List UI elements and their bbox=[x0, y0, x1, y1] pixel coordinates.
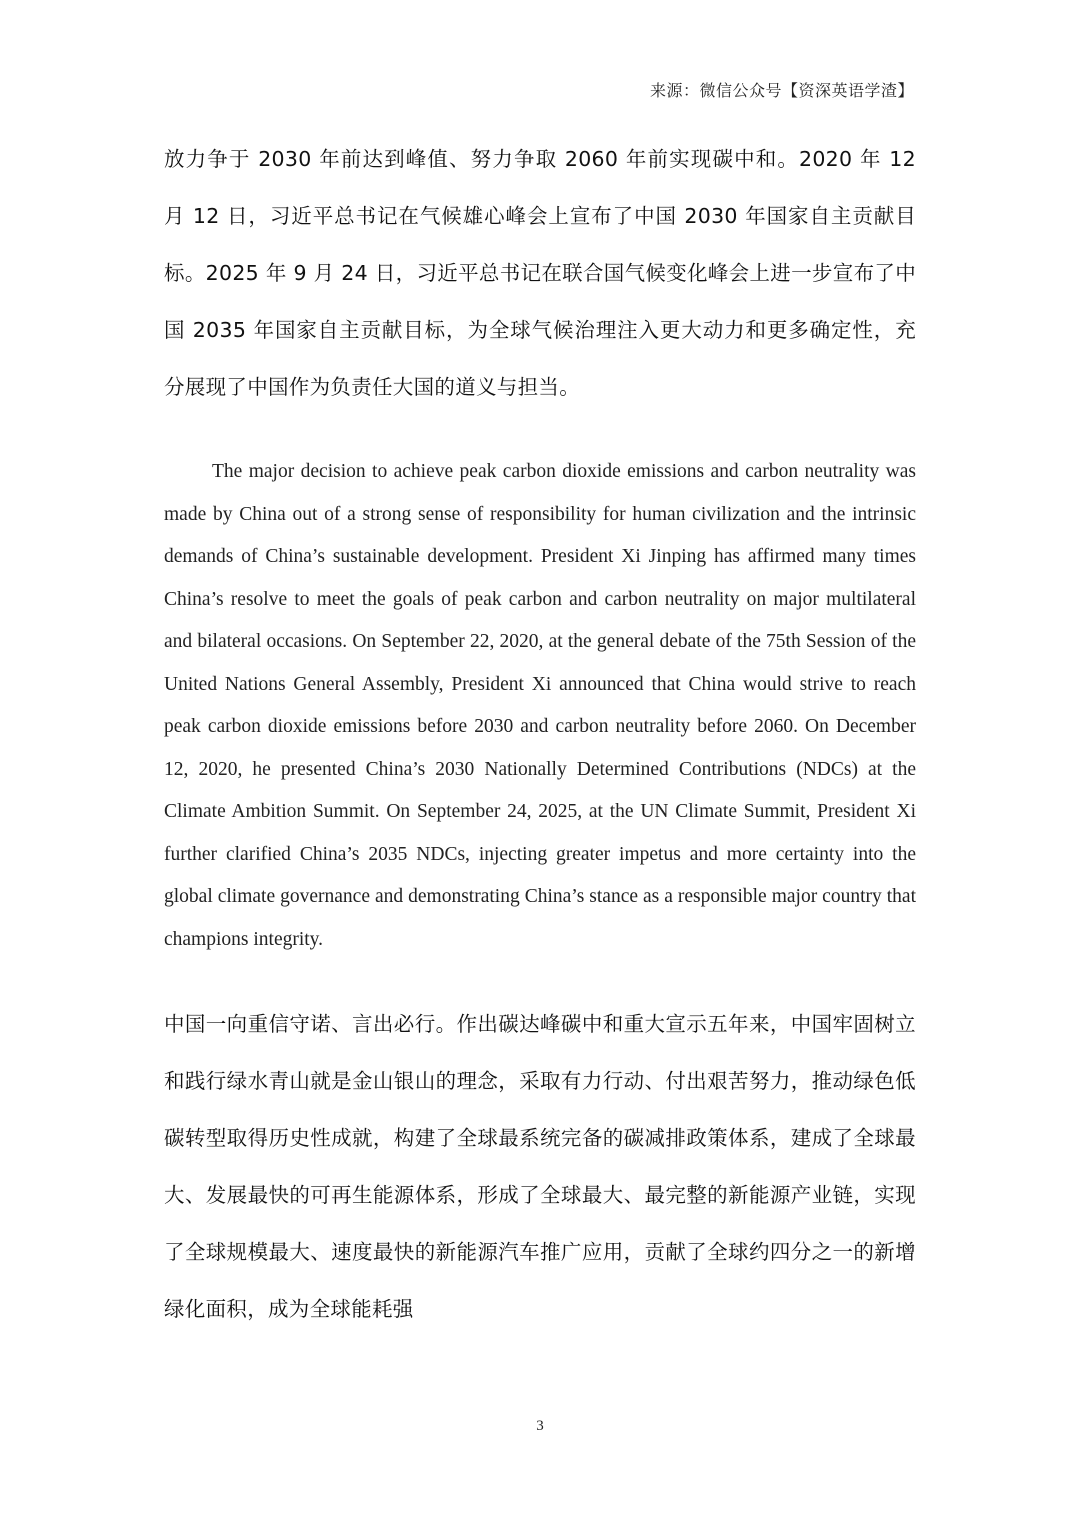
page-number: 3 bbox=[536, 1418, 544, 1434]
chinese-paragraph-2: 中国一向重信守诺、言出必行。作出碳达峰碳中和重大宣示五年来，中国牢固树立和践行绿水青山就是金山银山的理念，采取有力行动、付出艰苦努力，推动绿色低碳转型取得历史性成就，构建了全球最系统完备的碳减排政策体系，建成了全球最大、发展最快的可再生能源体系，形成了全球最大、最完整的新能源产业链，实现了全球规模最大、速度最快的新能源汽车推广应用，贡献了全球约四分之一的新增绿化面积，成为全球能耗强 bbox=[164, 1012, 916, 1321]
chinese-paragraph-1: 放力争于 2030 年前达到峰值、努力争取 2060 年前实现碳中和。2020 年 12 月 12 日，习近平总书记在气候雄心峰会上宣布了中国 2030 年国家自主贡献目标。2025 年 9 月 24 日，习近平总书记在联合国气候变化峰会上进一步宣布了中国 2035 年国家自主贡献目标，为全球气候治理注入更大动力和更多确定性，充分展现了中国作为负责任大国的道义与担当。 bbox=[164, 147, 916, 399]
source-header: 来源：微信公众号【资深英语学渣】 bbox=[649, 81, 914, 100]
english-paragraph: The major decision to achieve peak carbon dioxide emissions and carbon neutrality was made by China out of a strong sense of responsibility for human civilization and the intrinsic demands of China’s sustainable development. President Xi Jinping has affirmed many times China’s resolve to meet the goals of peak carbon and carbon neutrality on major multilateral and bilateral occasions. On September 22, 2020, at the general debate of the 75th Session of the United Nations General Assembly, President Xi announced that China would strive to reach peak carbon dioxide emissions before 2030 and carbon neutrality before 2060. On December 12, 2020, he presented China’s 2030 Nationally Determined Contributions (NDCs) at the Climate Ambition Summit. On September 24, 2025, at the UN Climate Summit, President Xi further clarified China’s 2035 NDCs, injecting greater impetus and more certainty into the global climate governance and demonstrating China’s stance as a responsible major country that champions integrity. bbox=[164, 461, 916, 950]
document-body bbox=[164, 131, 916, 1338]
